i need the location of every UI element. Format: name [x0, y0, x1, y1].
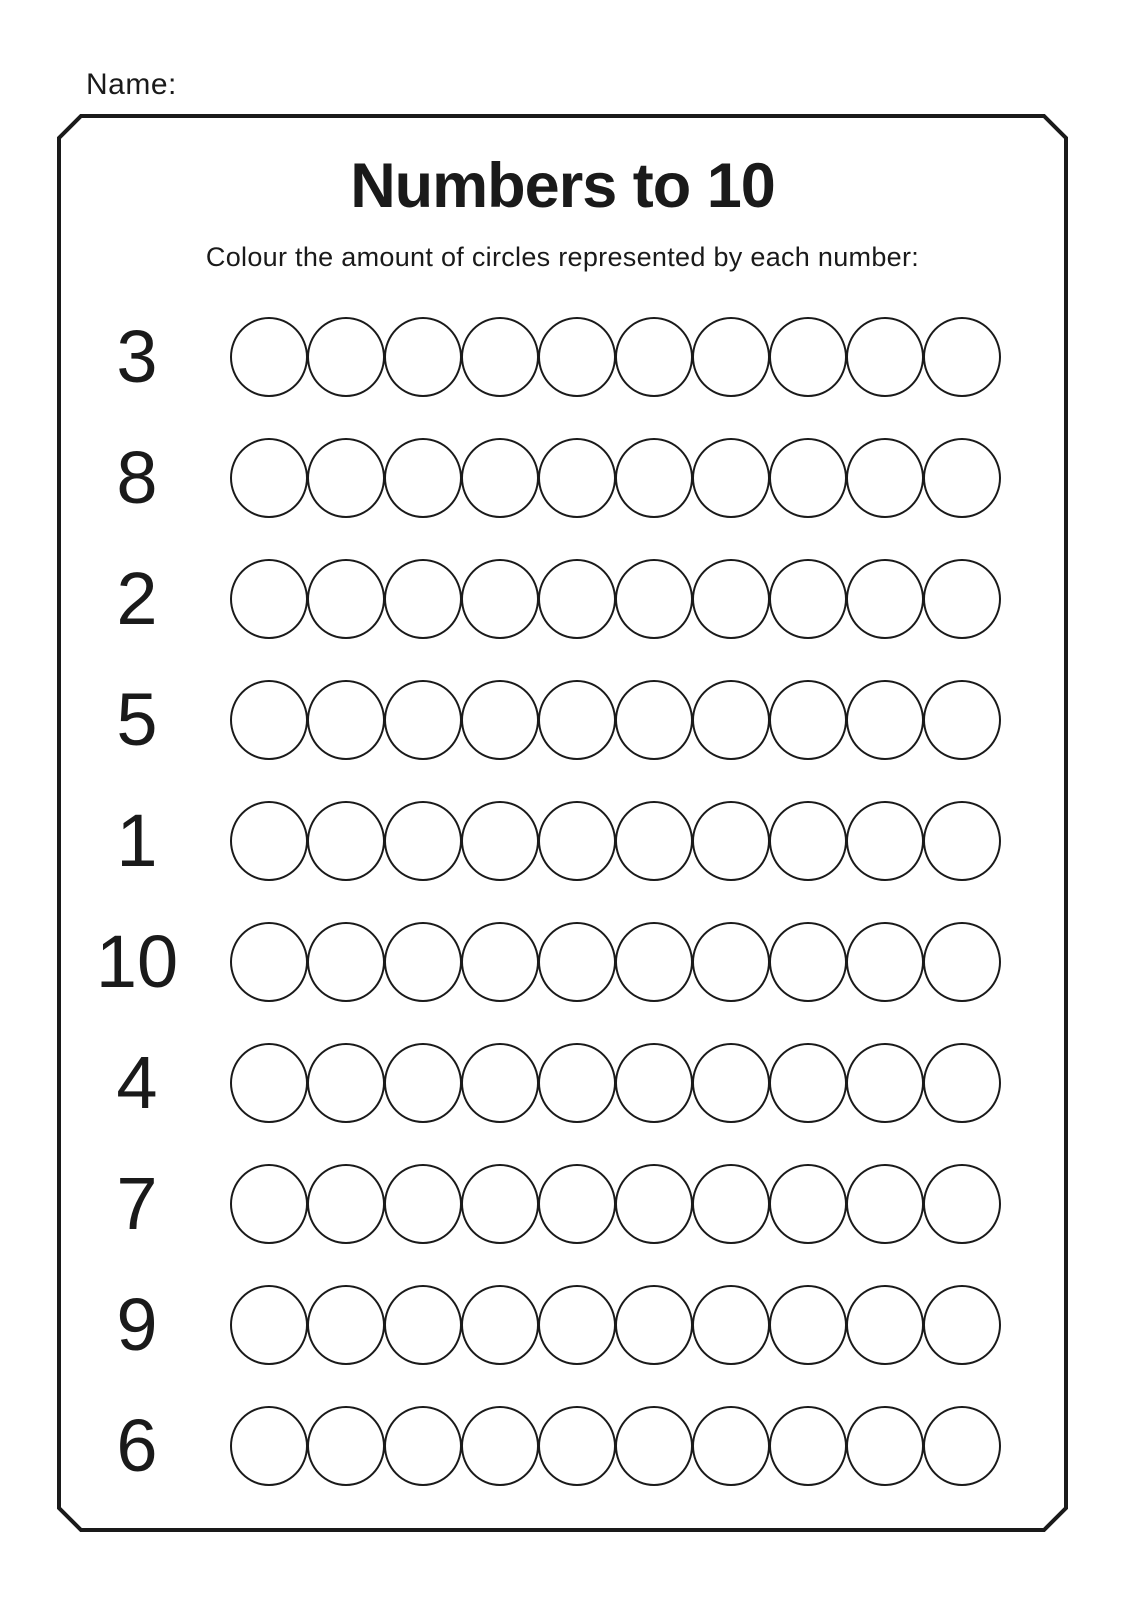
colourable-circle[interactable]: [615, 801, 693, 881]
colourable-circle[interactable]: [923, 1285, 1001, 1365]
colourable-circle[interactable]: [615, 680, 693, 760]
circle-group: [230, 438, 1001, 518]
colourable-circle[interactable]: [384, 922, 462, 1002]
colourable-circle[interactable]: [307, 559, 385, 639]
colourable-circle[interactable]: [846, 1406, 924, 1486]
worksheet-row: [57, 901, 1068, 1022]
row-number: 6: [116, 1403, 158, 1487]
colourable-circle[interactable]: [461, 1285, 539, 1365]
circle-group: [230, 801, 1001, 881]
colourable-circle[interactable]: [846, 1043, 924, 1123]
colourable-circle[interactable]: [538, 1164, 616, 1244]
colourable-circle[interactable]: [461, 680, 539, 760]
colourable-circle[interactable]: [230, 559, 308, 639]
colourable-circle[interactable]: [384, 438, 462, 518]
row-number: 9: [116, 1282, 158, 1366]
instruction-text: Colour the amount of circles represented by each number:: [205, 242, 920, 272]
circle-group: [230, 1043, 1001, 1123]
colourable-circle[interactable]: [384, 680, 462, 760]
colourable-circle[interactable]: [923, 680, 1001, 760]
colourable-circle[interactable]: [230, 1043, 308, 1123]
colourable-circle[interactable]: [923, 1406, 1001, 1486]
colourable-circle[interactable]: [846, 922, 924, 1002]
row-number: 10: [95, 919, 179, 1003]
colourable-circle[interactable]: [769, 680, 847, 760]
colourable-circle[interactable]: [384, 1164, 462, 1244]
colourable-circle[interactable]: [230, 922, 308, 1002]
circle-group: [230, 1285, 1001, 1365]
colourable-circle[interactable]: [307, 922, 385, 1002]
colourable-circle[interactable]: [538, 680, 616, 760]
colourable-circle[interactable]: [692, 1164, 770, 1244]
colourable-circle[interactable]: [846, 317, 924, 397]
colourable-circle[interactable]: [769, 801, 847, 881]
colourable-circle[interactable]: [461, 1406, 539, 1486]
colourable-circle[interactable]: [692, 801, 770, 881]
colourable-circle[interactable]: [384, 317, 462, 397]
colourable-circle[interactable]: [923, 559, 1001, 639]
colourable-circle[interactable]: [692, 1285, 770, 1365]
circle-group: [230, 922, 1001, 1002]
colourable-circle[interactable]: [846, 1164, 924, 1244]
colourable-circle[interactable]: [923, 317, 1001, 397]
colourable-circle[interactable]: [307, 1043, 385, 1123]
colourable-circle[interactable]: [769, 1406, 847, 1486]
colourable-circle[interactable]: [846, 801, 924, 881]
colourable-circle[interactable]: [461, 922, 539, 1002]
colourable-circle[interactable]: [230, 317, 308, 397]
row-number: 7: [116, 1161, 158, 1245]
worksheet-row: [57, 1143, 1068, 1264]
colourable-circle[interactable]: [538, 922, 616, 1002]
colourable-circle[interactable]: [230, 680, 308, 760]
colourable-circle[interactable]: [846, 559, 924, 639]
colourable-circle[interactable]: [538, 438, 616, 518]
colourable-circle[interactable]: [692, 1406, 770, 1486]
colourable-circle[interactable]: [384, 1406, 462, 1486]
colourable-circle[interactable]: [846, 438, 924, 518]
colourable-circle[interactable]: [384, 559, 462, 639]
worksheet-row: [57, 296, 1068, 417]
colourable-circle[interactable]: [692, 438, 770, 518]
colourable-circle[interactable]: [923, 1043, 1001, 1123]
worksheet-row: [57, 1385, 1068, 1506]
colourable-circle[interactable]: [923, 1164, 1001, 1244]
colourable-circle[interactable]: [538, 1043, 616, 1123]
worksheet-row: [57, 1264, 1068, 1385]
colourable-circle[interactable]: [461, 1043, 539, 1123]
colourable-circle[interactable]: [230, 801, 308, 881]
worksheet-row: [57, 1022, 1068, 1143]
colourable-circle[interactable]: [615, 1043, 693, 1123]
colourable-circle[interactable]: [769, 438, 847, 518]
colourable-circle[interactable]: [384, 1285, 462, 1365]
colourable-circle[interactable]: [461, 801, 539, 881]
colourable-circle[interactable]: [384, 801, 462, 881]
colourable-circle[interactable]: [615, 317, 693, 397]
colourable-circle[interactable]: [230, 1406, 308, 1486]
colourable-circle[interactable]: [538, 1285, 616, 1365]
colourable-circle[interactable]: [307, 680, 385, 760]
worksheet-row: [57, 780, 1068, 901]
colourable-circle[interactable]: [692, 1043, 770, 1123]
colourable-circle[interactable]: [615, 1164, 693, 1244]
row-number: 4: [116, 1040, 158, 1124]
colourable-circle[interactable]: [538, 317, 616, 397]
worksheet-row: [57, 538, 1068, 659]
worksheet-row: [57, 659, 1068, 780]
colourable-circle[interactable]: [615, 1406, 693, 1486]
colourable-circle[interactable]: [461, 559, 539, 639]
colourable-circle[interactable]: [923, 801, 1001, 881]
row-number: 1: [116, 798, 158, 882]
colourable-circle[interactable]: [307, 801, 385, 881]
colourable-circle[interactable]: [615, 438, 693, 518]
circle-group: [230, 1164, 1001, 1244]
colourable-circle[interactable]: [769, 922, 847, 1002]
colourable-circle[interactable]: [307, 1285, 385, 1365]
colourable-circle[interactable]: [230, 1285, 308, 1365]
colourable-circle[interactable]: [923, 922, 1001, 1002]
colourable-circle[interactable]: [692, 317, 770, 397]
colourable-circle[interactable]: [615, 559, 693, 639]
colourable-circle[interactable]: [692, 922, 770, 1002]
row-number: 8: [116, 435, 158, 519]
colourable-circle[interactable]: [846, 1285, 924, 1365]
circle-group: [230, 317, 1001, 397]
name-label: Name:: [86, 68, 177, 101]
page-title: Numbers to 10: [350, 151, 775, 221]
colourable-circle[interactable]: [307, 1406, 385, 1486]
circle-group: [230, 1406, 1001, 1486]
colourable-circle[interactable]: [846, 680, 924, 760]
colourable-circle[interactable]: [230, 438, 308, 518]
colourable-circle[interactable]: [307, 438, 385, 518]
colourable-circle[interactable]: [923, 438, 1001, 518]
colourable-circle[interactable]: [692, 559, 770, 639]
colourable-circle[interactable]: [307, 317, 385, 397]
row-number: 3: [116, 314, 158, 398]
row-number: 5: [116, 677, 158, 761]
colourable-circle[interactable]: [461, 438, 539, 518]
circle-group: [230, 559, 1001, 639]
colourable-circle[interactable]: [769, 1043, 847, 1123]
colourable-circle[interactable]: [384, 1043, 462, 1123]
colourable-circle[interactable]: [230, 1164, 308, 1244]
colourable-circle[interactable]: [307, 1164, 385, 1244]
colourable-circle[interactable]: [538, 559, 616, 639]
colourable-circle[interactable]: [461, 317, 539, 397]
colourable-circle[interactable]: [538, 1406, 616, 1486]
colourable-circle[interactable]: [769, 559, 847, 639]
colourable-circle[interactable]: [615, 922, 693, 1002]
worksheet-row: [57, 417, 1068, 538]
colourable-circle[interactable]: [769, 1164, 847, 1244]
rows-container: [57, 296, 1068, 1506]
colourable-circle[interactable]: [692, 680, 770, 760]
row-number: 2: [116, 556, 158, 640]
colourable-circle[interactable]: [461, 1164, 539, 1244]
colourable-circle[interactable]: [769, 317, 847, 397]
circle-group: [230, 680, 1001, 760]
colourable-circle[interactable]: [769, 1285, 847, 1365]
colourable-circle[interactable]: [615, 1285, 693, 1365]
colourable-circle[interactable]: [538, 801, 616, 881]
